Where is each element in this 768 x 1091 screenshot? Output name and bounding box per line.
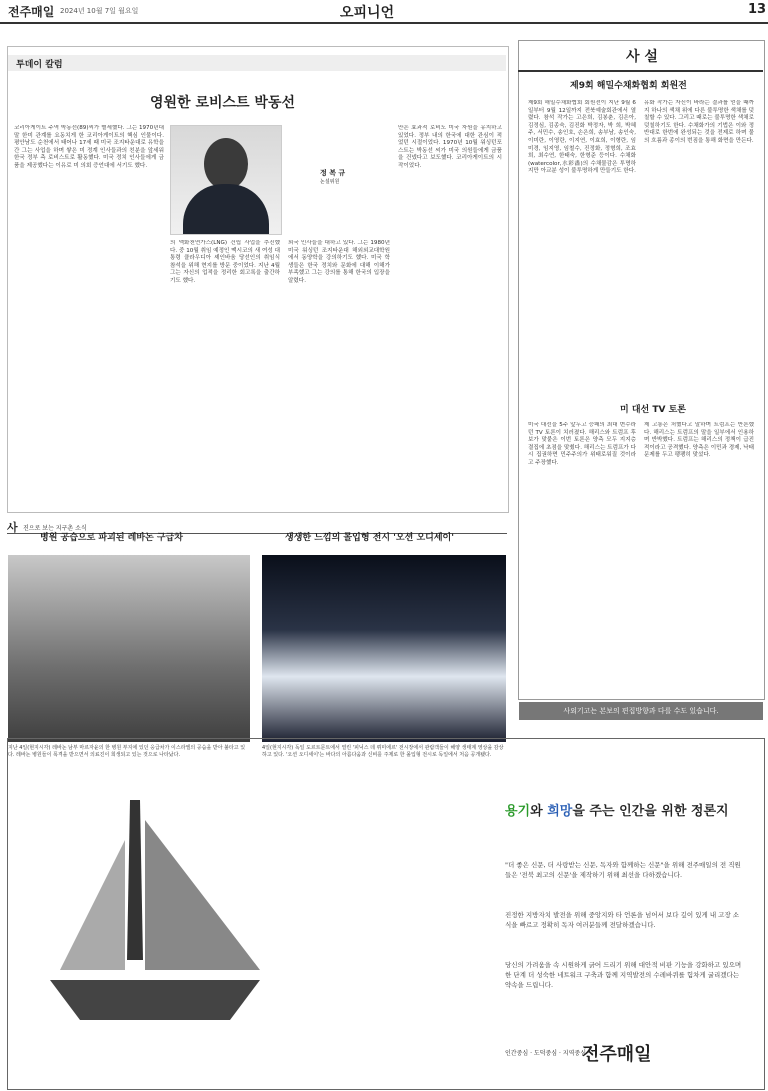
- editorial-2-text-2: 제 고통은 처했다고 말하며 트럼프는 반론했다. 해리스는 트럼프의 말을 일부에서 인용하며 반박했다. 트럼프는 해리스의 정책이 급진적이라고 공격했다. 양측은 이민과 경제, 낙태 문제를 두고 팽팽히 맞섰다.: [644, 422, 754, 459]
- photo-1-title: 병원 공습으로 파괴된 레바논 구급차: [40, 533, 183, 543]
- ocean-exhibition-photo: [262, 555, 506, 742]
- section-title: 오피니언: [340, 5, 395, 21]
- editorial-1-text-2: 유화 작가는 자신이 바라는 결과를 얻을 때까지 하나의 색채 위에 다른 불투명한 색채를 덧칠할 수 있다. 그리고 때로는 불투명한 색채로 덧칠하기도 한다. 수채화가의 기법은 이와 정반대로 한번에 완성되는 것을 전제로 하며 물의 흐름과 종이의 번짐을 통해 화면을 만든다.: [644, 100, 754, 144]
- page-header: [0, 0, 768, 24]
- editorial-2-text-1: 미국 대선을 5주 앞두고 승패의 최대 변수라던 TV 토론이 치러졌다. 해리스와 트럼프 후보가 맞붙은 이번 토론은 양측 모두 지지층 결집에 초점을 맞췄다. 해리스는 트럼프가 다시 집권하면 민주주의가 위태로워질 것이라고 주장했다.: [528, 422, 636, 466]
- column-text-1: 코리아게이트 주역 박동선(89)씨가 별세했다. 그는 1970년대 말 한미 관계를 요동치게 한 코리아게이트의 핵심 인물이다. 평안남도 순천에서 태어나 17세 때 미국 조지타운대로 유학을 간 그는 사업을 하며 쌓은 미 정계 인사들과의 친분을 앞세워 한국 정부 측 로비스트로 활동했다. 미국 정치 인사들에게 금품을 제공했다는 이유로 미 의회 증언대에 서기도 했다.: [14, 125, 164, 169]
- sailing-ship-illustration: [30, 780, 300, 1060]
- author-photo: [170, 125, 282, 235]
- issue-date: 2024년 10월 7일 월요일: [60, 7, 139, 15]
- photo-2-title: 생생한 느낌의 몰입형 전시 '오션 오디세이': [285, 533, 454, 543]
- column-text-4: 만은 효과적 로비도 미국 자원을 유지하고 있었다. 정부 내의 한국에 대한 관심이 적었던 시절이었다. 1970년 10월 워싱턴포스트는 박동선 씨가 미국 의원들에게 금품을 건넸다고 보도했다. 코리아게이트의 시작이었다.: [398, 125, 502, 169]
- photo-2-caption: 4일(현지시각) 독일 도르트문트에서 열린 '피닉스 데 뤼미에르' 전시장에서 관람객들이 해양 생태계 영상을 감상하고 있다. '오션 오디세이'는 바다의 아름다움과 신비를 주제로 한 몰입형 전시로 독일에서 처음 공개됐다.: [262, 745, 504, 758]
- editorial-head-bar: [518, 40, 763, 72]
- author-name: 정 복 규: [320, 169, 346, 177]
- editorial-2-title: 미 대선 TV 토론: [620, 405, 686, 415]
- editorial-notice: 사외기고는 본보의 편집방향과 다를 수도 있습니다.: [519, 702, 763, 720]
- author-role: 논설위원: [320, 179, 340, 185]
- ambulance-photo: [8, 555, 250, 742]
- column-title: 영원한 로비스트 박동선: [150, 95, 295, 111]
- column-text-2: 의 액화천연가스(LNG) 건립 사업을 추진했다. 중 10월 취임 예정인 맥시코의 새 여성 대통령 클라우디아 셰인바움 당선인의 취임식 참석을 위해 현지를 방문 중이었다. 지난 4월 그는 자신의 업적을 정리한 회고록을 출간하기도 했다.: [170, 240, 280, 284]
- column-tag: 투데이 칼럼: [16, 60, 63, 70]
- photo-1-caption: 지난 4일(현지시각) 레바논 남부 마르자윤의 한 병원 부지에 있던 응급차가 이스라엘의 공습을 받아 불타고 있다. 레바논 병원들이 폭격을 받으면서 의료진이 희생되고 있는 것으로 나타났다.: [8, 745, 246, 758]
- ad-brand: 전주매일: [582, 1044, 652, 1065]
- column-tag-bar: [8, 55, 506, 71]
- ad-paragraph-3: 당신의 가려움을 속 시원하게 긁어 드리기 위해 대안적 비판 기능을 강화하고 있으며 한 단계 더 성숙한 네트워크 구축과 함께 지역발전의 수레바퀴를 힘차게 굴리겠다는 약속을 드립니다.: [505, 961, 742, 989]
- newspaper-brand: 전주매일: [8, 5, 55, 19]
- ad-title: 용기와 희망을 주는 인간을 위한 정론지: [505, 804, 729, 819]
- photo-news-head-small: 진으로 보는 지구촌 소식: [23, 525, 87, 532]
- ad-paragraph-1: "더 좋은 신문, 더 사랑받는 신문, 독자와 함께하는 신문"을 위해 전주매일의 전 직원들은 '전북 최고의 신문'을 제작하기 위해 최선을 다하겠습니다.: [505, 861, 741, 879]
- page-number: 13: [748, 2, 767, 17]
- editorial-1-title: 제9회 해밀수채화협회 회원전: [570, 81, 687, 91]
- ad-paragraph-2: 진정한 지방자치 발전을 위해 중앙지와 타 언론을 넘어서 보다 깊이 있게 내 고장 소식을 빠르고 정확히 독자 여러분들께 전달하겠습니다.: [505, 911, 740, 929]
- editorial-1-text-1: 제9회 해밀수채화협회 회원전이 지난 9월 6일부터 9월 12일까지 전북예술회관에서 열렸다. 참석 작가는 고은희, 김봉춘, 김은아, 김정심, 김종숙, 김진화 박정자, 박 희, 박혜주, 서민수, 송인호, 손은희, 송부남, 송인숙, 이미란, 이영란, 이지연, 이효희, 이형란, 임미경, 임지영, 임철수, 진정화, 정형희, 조효희, 최수연, 한태숙, 한형준 등이다. 수채화(watercolor,水彩畵)의 수채물감은 투명하지만 아교분 성이 불투명하게 만들기도 한다.: [528, 100, 636, 175]
- column-text-3: 외국 인사들을 대하고 있다. 그는 1980년 미국 워싱턴 조지타운대 해외외교대학원에서 동양학을 강의하기도 했다. 미국 학생들은 한국 정치와 문화에 대해 이해가 부족했고 그는 강의를 통해 한국의 입장을 알렸다.: [288, 240, 390, 284]
- photo-news-head-big: 사: [7, 521, 18, 534]
- ad-slogan: 인간중심 · 도덕중심 · 지역중심: [505, 1050, 586, 1057]
- editorial-head: 사 설: [626, 49, 658, 65]
